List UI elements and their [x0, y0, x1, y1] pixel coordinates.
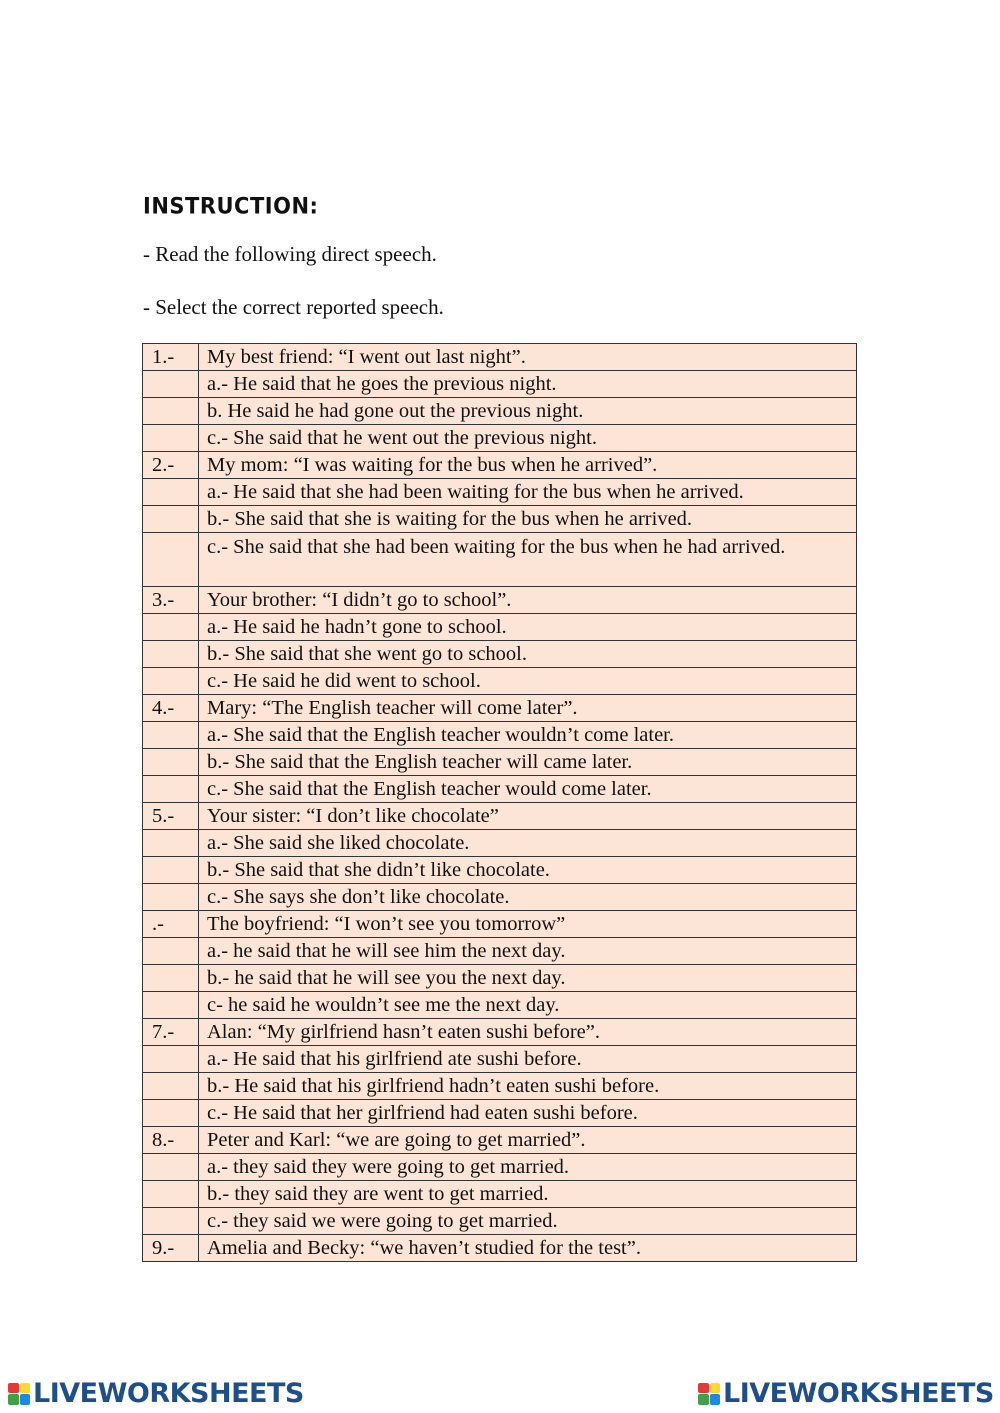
option-text[interactable]: a.- He said that he goes the previous night.: [199, 371, 857, 398]
question-number: 1.-: [143, 344, 199, 371]
question-text: Amelia and Becky: “we haven’t studied for the test”.: [199, 1235, 857, 1262]
question-text: My best friend: “I went out last night”.: [199, 344, 857, 371]
question-number: [143, 506, 199, 533]
option-row[interactable]: [143, 1154, 857, 1181]
option-text[interactable]: c.- She says she don’t like chocolate.: [199, 884, 857, 911]
instruction-select: - Select the correct reported speech.: [143, 295, 444, 319]
question-table: [142, 343, 857, 1262]
footer-logo-left-text: LIVEWORKSHEETS: [33, 1378, 304, 1409]
instruction-read: - Read the following direct speech.: [143, 242, 437, 266]
question-row: [143, 452, 857, 479]
question-number: 5.-: [143, 803, 199, 830]
option-text[interactable]: b.- they said they are went to get married.: [199, 1181, 857, 1208]
option-text[interactable]: a.- She said she liked chocolate.: [199, 830, 857, 857]
option-row[interactable]: [143, 830, 857, 857]
option-text[interactable]: c.- She said that he went out the previous night.: [199, 425, 857, 452]
option-row[interactable]: [143, 1046, 857, 1073]
option-text[interactable]: a.- He said that she had been waiting for the bus when he arrived.: [199, 479, 857, 506]
option-row[interactable]: [143, 479, 857, 506]
option-text[interactable]: a.- He said he hadn’t gone to school.: [199, 614, 857, 641]
question-row: [143, 1127, 857, 1154]
question-row: [143, 587, 857, 614]
instruction-heading: INSTRUCTION:: [143, 193, 319, 219]
question-number: [143, 1154, 199, 1181]
option-text[interactable]: b.- He said that his girlfriend hadn’t eaten sushi before.: [199, 1073, 857, 1100]
option-text[interactable]: b.- She said that she didn’t like chocolate.: [199, 857, 857, 884]
liveworksheets-logo-icon: [698, 1383, 720, 1405]
option-row[interactable]: [143, 641, 857, 668]
question-number: [143, 830, 199, 857]
option-text[interactable]: c.- He said he did went to school.: [199, 668, 857, 695]
question-row: [143, 911, 857, 938]
question-number: .-: [143, 911, 199, 938]
question-text: My mom: “I was waiting for the bus when he arrived”.: [199, 452, 857, 479]
option-row[interactable]: [143, 668, 857, 695]
question-number: [143, 1181, 199, 1208]
question-number: [143, 992, 199, 1019]
footer-logo-right-text: LIVEWORKSHEETS: [723, 1378, 994, 1409]
question-number: [143, 857, 199, 884]
option-row[interactable]: [143, 1208, 857, 1235]
question-number: [143, 371, 199, 398]
option-row[interactable]: [143, 965, 857, 992]
question-number: 2.-: [143, 452, 199, 479]
option-text[interactable]: b. He said he had gone out the previous night.: [199, 398, 857, 425]
option-row[interactable]: [143, 1073, 857, 1100]
question-number: [143, 479, 199, 506]
footer-logo-right: [698, 1378, 994, 1409]
question-number: [143, 1046, 199, 1073]
question-number: [143, 533, 199, 587]
option-text[interactable]: b.- She said that the English teacher will came later.: [199, 749, 857, 776]
option-row[interactable]: [143, 614, 857, 641]
option-text[interactable]: c.- She said that the English teacher would come later.: [199, 776, 857, 803]
option-row[interactable]: [143, 425, 857, 452]
question-number: 4.-: [143, 695, 199, 722]
question-number: [143, 425, 199, 452]
question-number: [143, 722, 199, 749]
question-number: [143, 614, 199, 641]
question-row: [143, 1235, 857, 1262]
option-text[interactable]: c- he said he wouldn’t see me the next day.: [199, 992, 857, 1019]
option-text[interactable]: c.- She said that she had been waiting for the bus when he had arrived.: [199, 533, 857, 587]
option-text[interactable]: a.- he said that he will see him the next day.: [199, 938, 857, 965]
question-text: Your sister: “I don’t like chocolate”: [199, 803, 857, 830]
option-text[interactable]: b.- She said that she went go to school.: [199, 641, 857, 668]
option-text[interactable]: b.- he said that he will see you the next day.: [199, 965, 857, 992]
option-row[interactable]: [143, 992, 857, 1019]
question-text: Mary: “The English teacher will come later”.: [199, 695, 857, 722]
question-number: [143, 398, 199, 425]
question-number: 7.-: [143, 1019, 199, 1046]
option-text[interactable]: c.- He said that her girlfriend had eaten sushi before.: [199, 1100, 857, 1127]
question-number: 9.-: [143, 1235, 199, 1262]
option-row[interactable]: [143, 371, 857, 398]
question-number: [143, 749, 199, 776]
question-number: 3.-: [143, 587, 199, 614]
option-text[interactable]: a.- She said that the English teacher wouldn’t come later.: [199, 722, 857, 749]
question-table-body: [143, 344, 857, 1262]
question-number: [143, 776, 199, 803]
question-number: [143, 1100, 199, 1127]
option-row[interactable]: [143, 776, 857, 803]
option-row[interactable]: [143, 533, 857, 587]
question-text: Peter and Karl: “we are going to get married”.: [199, 1127, 857, 1154]
question-number: [143, 1073, 199, 1100]
option-row[interactable]: [143, 749, 857, 776]
option-text[interactable]: b.- She said that she is waiting for the bus when he arrived.: [199, 506, 857, 533]
option-row[interactable]: [143, 938, 857, 965]
option-row[interactable]: [143, 722, 857, 749]
question-number: [143, 884, 199, 911]
footer-logo-left: [8, 1378, 304, 1409]
question-text: Alan: “My girlfriend hasn’t eaten sushi before”.: [199, 1019, 857, 1046]
question-row: [143, 803, 857, 830]
question-text: Your brother: “I didn’t go to school”.: [199, 587, 857, 614]
question-number: [143, 1208, 199, 1235]
option-row[interactable]: [143, 1181, 857, 1208]
question-row: [143, 344, 857, 371]
option-row[interactable]: [143, 884, 857, 911]
option-row[interactable]: [143, 506, 857, 533]
question-number: [143, 641, 199, 668]
question-number: 8.-: [143, 1127, 199, 1154]
option-row[interactable]: [143, 1100, 857, 1127]
option-row[interactable]: [143, 857, 857, 884]
option-text[interactable]: a.- He said that his girlfriend ate sushi before.: [199, 1046, 857, 1073]
question-row: [143, 1019, 857, 1046]
option-text[interactable]: a.- they said they were going to get married.: [199, 1154, 857, 1181]
question-number: [143, 938, 199, 965]
option-row[interactable]: [143, 398, 857, 425]
question-row: [143, 695, 857, 722]
question-text: The boyfriend: “I won’t see you tomorrow”: [199, 911, 857, 938]
question-number: [143, 965, 199, 992]
option-text[interactable]: c.- they said we were going to get married.: [199, 1208, 857, 1235]
liveworksheets-logo-icon: [8, 1383, 30, 1405]
question-number: [143, 668, 199, 695]
